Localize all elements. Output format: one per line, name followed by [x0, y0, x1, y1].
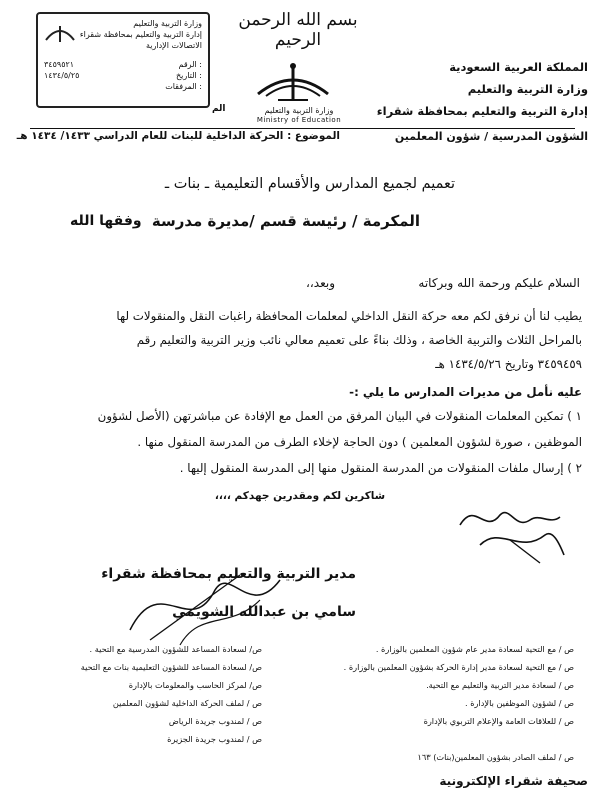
body-line-7: ٢ ) إرسال ملفات المنقولات من المدرسة المنقول منها إلى المدرسة المنقول إليها . [179, 461, 582, 475]
country-name: المملكة العربية السعودية [449, 60, 588, 74]
cc-left-item: ص / لمندوب جريدة الرياض [168, 716, 262, 726]
cc-right-item: ص / لشؤون الموظفين بالإدارة . [465, 698, 574, 708]
basmala-calligraphy: بسم الله الرحمن الرحيم [238, 10, 358, 50]
stamp-date-row [38, 70, 208, 81]
body-line-4: عليه نأمل من مديرات المدارس ما يلي :- [349, 385, 582, 399]
greeting-after: وبعد،، [306, 276, 335, 290]
ministry-logo-english: Ministry of Education [256, 116, 342, 124]
footer-source: صحيفة شقراء الإلكترونية [439, 774, 588, 788]
stamp-number-row [38, 59, 208, 70]
stamp-date-label: التاريخ : [175, 71, 202, 80]
stamp-logo-icon [44, 20, 76, 46]
cc-right-item: ص / للعلاقات العامة والإعلام التربوي بالإدارة [423, 716, 574, 726]
stamp-attach-label: المرفقات : [165, 82, 202, 91]
cc-left-item: ص/ لمركز الحاسب والمعلومات بالإدارة [128, 680, 262, 690]
ministry-logo-arabic: وزارة التربية والتعليم [264, 106, 334, 115]
stamp-number-label: الرقم : [178, 60, 202, 69]
stamp-line-ministry: وزارة التربية والتعليم [133, 19, 202, 28]
letterhead-right [376, 56, 588, 122]
header-divider-top [30, 128, 575, 129]
cc-right-item: ص / مع التحية لسعادة مدير عام شؤون المعلمين بالوزارة . [375, 644, 574, 654]
cc-right-item: ص / لسعادة مدير التربية والتعليم مع التحية. [426, 680, 574, 690]
subject-line: الموضوع : الحركة الداخلية للبنات للعام الدراسي ١٤٣٣/ ١٤٣٤ هـ [16, 130, 340, 142]
stamp-attach-row [38, 81, 208, 92]
stamp-number-value: ٣٤٥٩٥٢١ [44, 60, 75, 69]
handwritten-initials-icon [440, 495, 570, 565]
ministry-name: وزارة التربية والتعليم [467, 82, 588, 96]
registry-stamp [36, 12, 210, 108]
body-line-3: ٣٤٥٩٤٥٩ وتاريخ ١٤٣٤/٥/٢٦ هـ [435, 357, 582, 371]
cc-right-item: ص / مع التحية لسعادة مدير إدارة الحركة بشؤون المعلمين بالوزارة . [343, 662, 574, 672]
cc-left-item: ص / لمندوب جريدة الجزيرة [167, 734, 262, 744]
blessing: وفقها الله [70, 213, 142, 229]
addressee: المكرمة / رئيسة قسم /مديرة مدرسة [151, 212, 420, 230]
cc-right-item: ص / لملف الصادر بشؤون المعلمين(بنات) ١٦٣ [417, 752, 574, 762]
stamp-line-admin: إدارة التربية والتعليم بمحافظة شقراء [79, 30, 202, 39]
ministry-emblem-icon [248, 56, 338, 106]
closing-thanks: شاكرين لكم ومقدرين جهدكم ،،،، [214, 490, 386, 502]
cc-left-item: ص/ لسعادة المساعد للشؤون التعليمية بنات مع التحية [80, 662, 262, 672]
cc-right-item [314, 730, 574, 748]
cc-left-item: ص / لملف الحركة الداخلية لشؤون المعلمين [112, 698, 262, 708]
body-line-2: بالمراحل الثلاث والتربية الخاصة ، وذلك بناءً على تعميم معالي نائب وزير التربية والتعليم رقم [136, 333, 582, 347]
cc-left-item: ص/ لسعادة المساعد للشؤون المدرسية مع التحية . [89, 644, 262, 654]
circular-title: تعميم لجميع المدارس والأقسام التعليمية ـ بنات ـ [164, 176, 456, 192]
cut-text-fragment: الم [212, 104, 226, 114]
stamp-line-comm: الاتصالات الإدارية [146, 41, 202, 50]
department-name: الشؤون المدرسية / شؤون المعلمين [394, 130, 588, 143]
signatory-name: سامي بن عبدالله الشويمي [172, 604, 356, 620]
body-line-1: يطيب لنا أن نرفق لكم معه حركة النقل الداخلي لمعلمات المحافظة راغبات النقل والمنقولات لها [116, 309, 582, 323]
signatory-title: مدير التربية والتعليم بمحافظة شقراء [101, 566, 356, 582]
administration-name: إدارة التربية والتعليم بمحافظة شقراء [376, 104, 588, 118]
body-line-6: الموظفين ، صورة لشؤون المعلمين ) دون الحاجة لإخلاء الطرف من المدرسة المنقول منها . [137, 435, 582, 449]
body-line-5: ١ ) تمكين المعلمات المنقولات في البيان المرفق من العمل مع الإفادة عن مباشرتهن (الأصل لشؤون [97, 409, 582, 423]
greeting: السلام عليكم ورحمة الله وبركاته [418, 276, 580, 290]
cc-list-left [12, 640, 262, 748]
cc-list-right [314, 640, 574, 766]
stamp-date-value: ١٤٣٤/٥/٢٥ [44, 71, 80, 80]
